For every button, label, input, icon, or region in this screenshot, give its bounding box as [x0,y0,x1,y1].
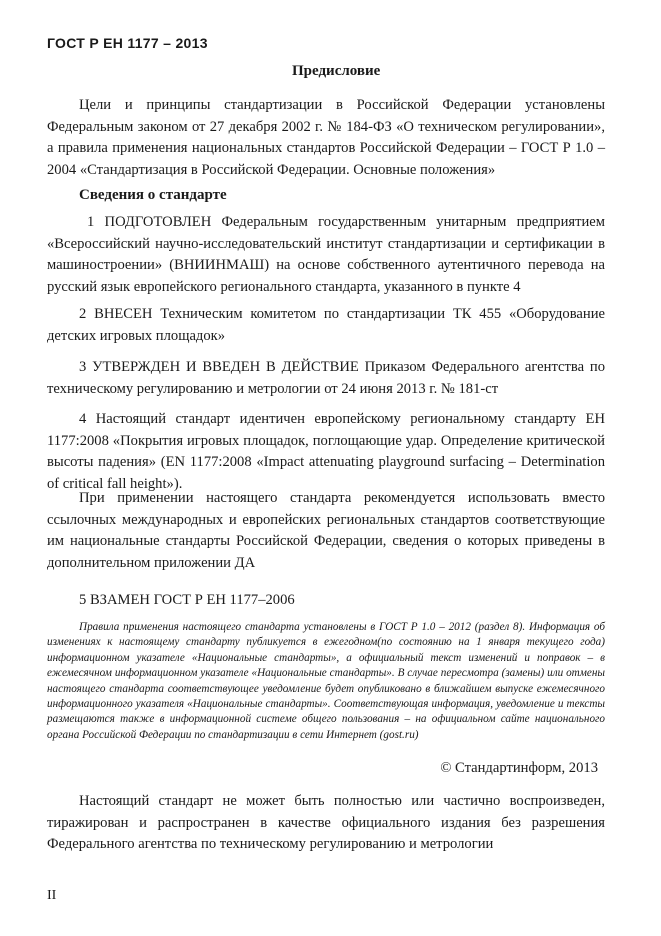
foreword-title: Предисловие [292,63,381,79]
standard-info-title: Сведения о стандарте [79,187,227,203]
info-item-4: 4 Настоящий стандарт идентичен европейскому региональному стандарту ЕН 1177:2008 «Покрытия игровых площадок, поглощающие удар. Определение критической высоты падения» (EN 1177:2008 «Impact attenuating playground surfacing – Determination of critical fall height»). [47,411,605,492]
copyright-line: © Стандартинформ, 2013 [440,760,598,776]
page-number: II [47,888,57,903]
reproduction-notice: Настоящий стандарт не может быть полностью или частично воспроизведен, тиражирован и распространен в качестве официального издания без разрешения Федерального агентства по техническому регулированию и метрологии [47,793,605,852]
info-item-2: 2 ВНЕСЕН Техническим комитетом по стандартизации ТК 455 «Оборудование детских игровых площадок» [47,306,605,344]
info-item-3: 3 УТВЕРЖДЕН И ВВЕДЕН В ДЕЙСТВИЕ Приказом Федерального агентства по техническому регулированию и метрологии от 24 июня 2013 г. № 181-ст [47,359,605,397]
info-item-5: 5 ВЗАМЕН ГОСТ Р ЕН 1177–2006 [79,592,295,608]
rules-notice: Правила применения настоящего стандарта установлены в ГОСТ Р 1.0 – 2012 (раздел 8). Информация об изменениях к настоящему стандарту публикуется в ежегодном(по состоянию на 1 января текущего года) информационном указателе «Национальные стандарты», а официальный текст изменений и поправок – в ежемесячном информационном указателе «Национальные стандарты». В случае пересмотра (замены) или отмены настоящего стандарта соответствующее уведомление будет опубликовано в ближайшем выпуске ежемесячного информационного указателя «Национальные стандарты». Соответствующая информация, уведомление и тексты размещаются также в информационной системе общего пользования – на официальном сайте национального органа Российской Федерации по стандартизации в сети Интернет (gost.ru) [47,621,605,741]
document-code-header: ГОСТ Р ЕН 1177 – 2013 [47,35,208,51]
info-item-1: 1 ПОДГОТОВЛЕН Федеральным государственным унитарным предприятием «Всероссийский научно-исследовательский институт стандартизации и сертификации в машиностроении» (ВНИИНМАШ) на основе собственного аутентичного перевода на русский язык европейского регионального стандарта, указанного в пункте 4 [47,214,605,295]
foreword-paragraph: Цели и принципы стандартизации в Российской Федерации установлены Федеральным законом от 27 декабря 2002 г. № 184-ФЗ «О техническом регулировании», а правила применения национальных стандартов Российской Федерации – ГОСТ Р 1.0 – 2004 «Стандартизация в Российской Федерации. Основные положения» [47,97,605,178]
info-item-4-note: При применении настоящего стандарта рекомендуется использовать вместо ссылочных международных и европейских региональных стандартов соответствующие им национальные стандарты Российской Федерации, сведения о которых приведены в дополнительном приложении ДА [47,490,605,571]
